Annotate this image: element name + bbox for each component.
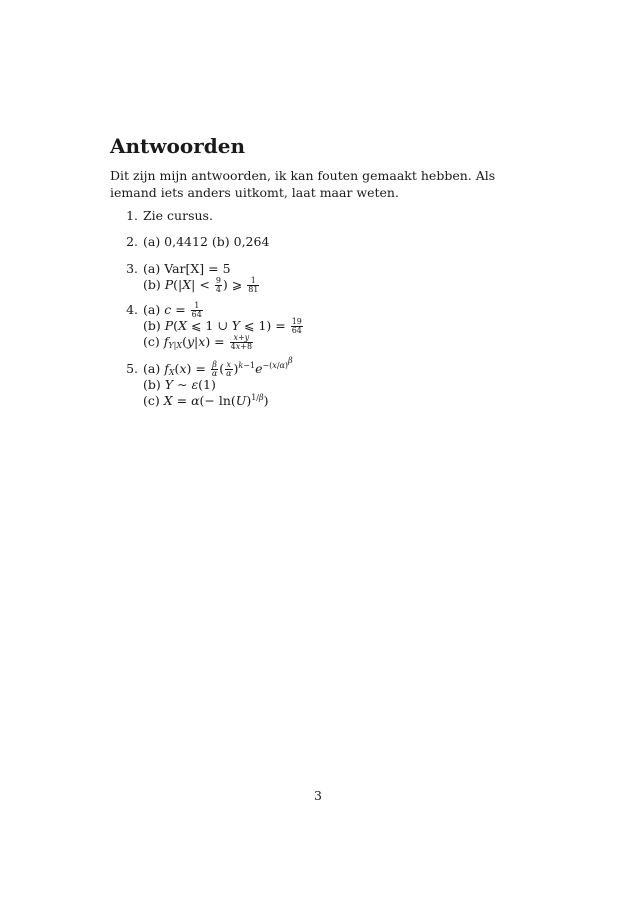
answer-number: 2.: [126, 234, 138, 249]
math-expression: Y ∼ ε(1): [164, 377, 216, 392]
answer-part-a: [143, 302, 304, 318]
math-expression: $f_X(x)$ = $\frac{\beta}{\alpha}$ ( $\frac{x}{\alpha}$ )$^{k-1}e^{-(x/\alpha)^\beta}$: [164, 356, 293, 378]
answer-part-b: [143, 377, 293, 393]
math-expression: c = $\frac{1}{64}$: [164, 301, 202, 319]
math-expression: P(|X| < $\frac{9}{4}$ ) ⩾ $\frac{1}{81}$: [164, 276, 259, 294]
math-expression: P(X ⩽ 1 ∪ Y ⩽ 1) = $\frac{19}{64}$: [164, 317, 302, 335]
answer-number: 1.: [126, 208, 138, 223]
answer-parts: [143, 261, 260, 293]
math-expression: $f_{Y|X}(y|x)$ = $\frac{x+y}{4x+8}$: [163, 333, 253, 351]
math-expression: Var[X] = 5: [164, 261, 231, 276]
part-label: (b): [143, 277, 161, 292]
answer-part-c: [143, 393, 293, 409]
part-label: (a): [143, 361, 161, 376]
answer-part-b: [143, 277, 260, 293]
part-label: (b): [143, 377, 161, 392]
intro-paragraph: Dit zijn mijn antwoorden, ik kan fouten gemaakt hebben. Als iemand iets anders uitkomt, laat maar weten.: [110, 168, 496, 200]
answer-parts: [143, 302, 304, 350]
page-title: Antwoorden: [110, 134, 245, 158]
answer-text: (a) 0,4412 (b) 0,264: [143, 234, 270, 249]
answer-number: 4.: [126, 302, 138, 317]
part-label: (c): [143, 393, 160, 408]
page-number: 3: [314, 788, 322, 803]
answer-text: Zie cursus.: [143, 208, 213, 223]
answer-number: 3.: [126, 261, 138, 276]
answer-parts: [143, 356, 293, 409]
answer-part-c: [143, 334, 304, 350]
answer-number: 5.: [126, 361, 138, 376]
answer-part-a: [143, 356, 293, 378]
part-label: (a): [143, 302, 161, 317]
part-label: (c): [143, 334, 160, 349]
part-label: (b): [143, 318, 161, 333]
answer-part-b: [143, 318, 304, 334]
answer-part-a: [143, 261, 260, 277]
part-label: (a): [143, 261, 161, 276]
math-expression: $X = \alpha(- \ln(U)^{1/\beta})$: [163, 393, 269, 408]
